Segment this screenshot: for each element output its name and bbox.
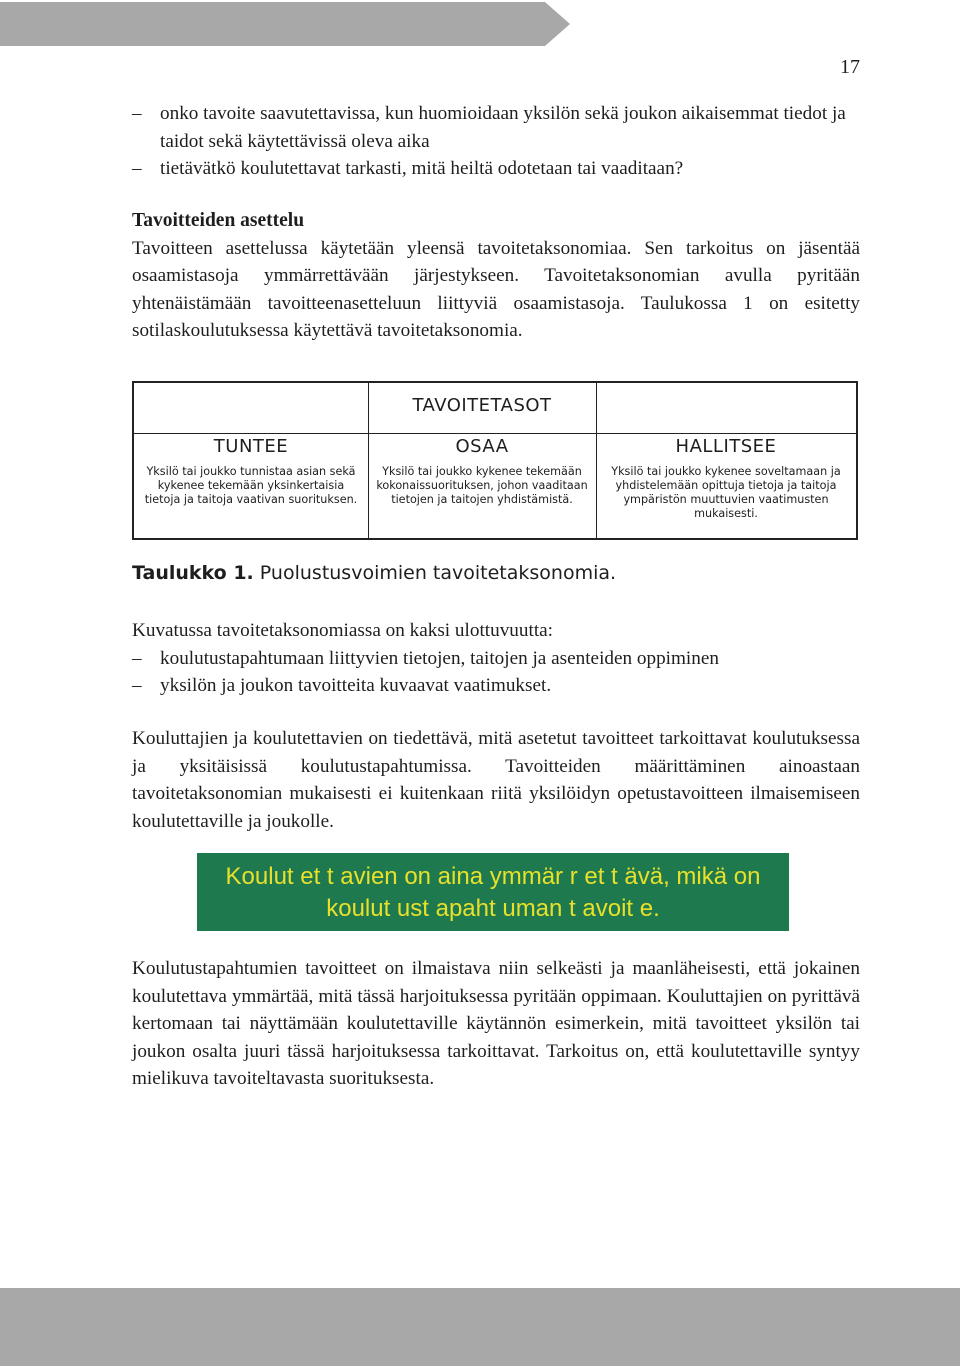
dimensions-list bbox=[132, 645, 860, 700]
page-number: 17 bbox=[840, 56, 860, 78]
top-decorative-band bbox=[0, 0, 960, 46]
table-column-tuntee bbox=[134, 435, 368, 507]
section-paragraph: Tavoitteen asettelussa käytetään yleensä tavoitetaksonomiaa. Sen tarkoitus on jäsentää osaamistasoja ymmärrettävään järjestykseen. Tavoitetaksonomian avulla pyritään yhtenäistämään tavoitteenasetteluun liittyviä osaamistasoja. Taulukossa 1 on esitetty sotilaskoulutuksessa käytettävä tavoitetaksonomia. bbox=[132, 237, 860, 341]
dash-bullet: – bbox=[132, 647, 142, 669]
table-caption bbox=[132, 562, 616, 584]
column-description: Yksilö tai joukko kykenee tekemään kokonaissuorituksen, johon vaaditaan tietojen ja taitojen yhdistämistä. bbox=[376, 465, 588, 506]
callout-box bbox=[197, 853, 789, 931]
list-item-text: onko tavoite saavutettavissa, kun huomioidaan yksilön sekä joukon aikaisemmat tiedot ja taidot sekä käytettävissä oleva aika bbox=[160, 103, 846, 152]
intro-list-block bbox=[132, 100, 860, 183]
column-title: TUNTEE bbox=[213, 436, 289, 457]
column-title: HALLITSEE bbox=[675, 436, 777, 457]
column-description: Yksilö tai joukko kykenee soveltamaan ja yhdistelemään opittuja tietoja ja taitoja ympäristön muuttuvien vaatimusten mukaisesti. bbox=[611, 465, 841, 520]
list-item-text: tietävätkö koulutettavat tarkasti, mitä heiltä odotetaan tai vaaditaan? bbox=[160, 158, 684, 179]
callout-line: Koulut et t avien on aina ymmär r et t ävä, mikä on bbox=[225, 863, 761, 890]
caption-text: Puolustusvoimien tavoitetaksonomia. bbox=[253, 562, 617, 584]
paragraph-block-3 bbox=[132, 955, 860, 1093]
dimensions-intro: Kuvatussa tavoitetaksonomiassa on kaksi ulottuvuutta: bbox=[132, 620, 554, 641]
list-item bbox=[132, 672, 860, 700]
list-item bbox=[132, 645, 860, 673]
intro-list bbox=[132, 100, 860, 183]
paragraph-block-2 bbox=[132, 725, 860, 835]
column-title: OSAA bbox=[455, 436, 509, 457]
column-description: Yksilö tai joukko tunnistaa asian sekä kykenee tekemään yksinkertaisia tietoja ja taitoja vaativan suorituksen. bbox=[144, 465, 358, 506]
taxonomy-table bbox=[132, 381, 858, 540]
section-heading: Tavoitteiden asettelu bbox=[132, 210, 305, 231]
dash-bullet: – bbox=[132, 103, 142, 124]
bottom-decorative-band bbox=[0, 1288, 960, 1366]
table-column-hallitsee bbox=[596, 435, 856, 521]
paragraph: Koulutustapahtumien tavoitteet on ilmaistava niin selkeästi ja maanläheisesti, että jokainen koulutettava ymmärtää, mitä tässä harjoituksessa pyritään oppimaan. Kouluttajien on pyrittävä kertomaan tai näyttämään koulutettaville käytännön esimerkein, mitä tavoitteet yksilön tai joukon osalta juuri tässä harjoituksessa tarkoittavat. Tarkoitus on, että koulutettaville syntyy mielikuva tavoiteltavasta suorituksesta. bbox=[132, 958, 860, 1089]
paragraph: Kouluttajien ja koulutettavien on tiedettävä, mitä asetetut tavoitteet tarkoittavat koulutuksessa ja yksitäisissä koulutustapahtumissa. Tavoitteiden määrittäminen ainoastaan tavoitetaksonomian mukaisesti ei kuitenkaan riitä yksilöidyn opetustavoitteen ilmaisemiseen koulutettaville ja joukolle. bbox=[132, 728, 860, 832]
list-item bbox=[132, 155, 860, 183]
table-header: TAVOITETASOT bbox=[412, 395, 552, 416]
list-item-text: yksilön ja joukon tavoitteita kuvaavat vaatimukset. bbox=[160, 675, 552, 696]
table-divider bbox=[134, 433, 856, 434]
callout-line: koulut ust apaht uman t avoit e. bbox=[326, 895, 660, 922]
dash-bullet: – bbox=[132, 675, 142, 696]
list-item bbox=[132, 100, 860, 155]
section-tavoitteiden-asettelu bbox=[132, 207, 860, 345]
list-item-text: koulutustapahtumaan liittyvien tietojen, taitojen ja asenteiden oppiminen bbox=[160, 647, 719, 669]
caption-label: Taulukko 1. bbox=[132, 562, 254, 584]
dimensions-block bbox=[132, 617, 860, 700]
dash-bullet: – bbox=[132, 158, 142, 179]
table-column-osaa bbox=[368, 435, 596, 507]
